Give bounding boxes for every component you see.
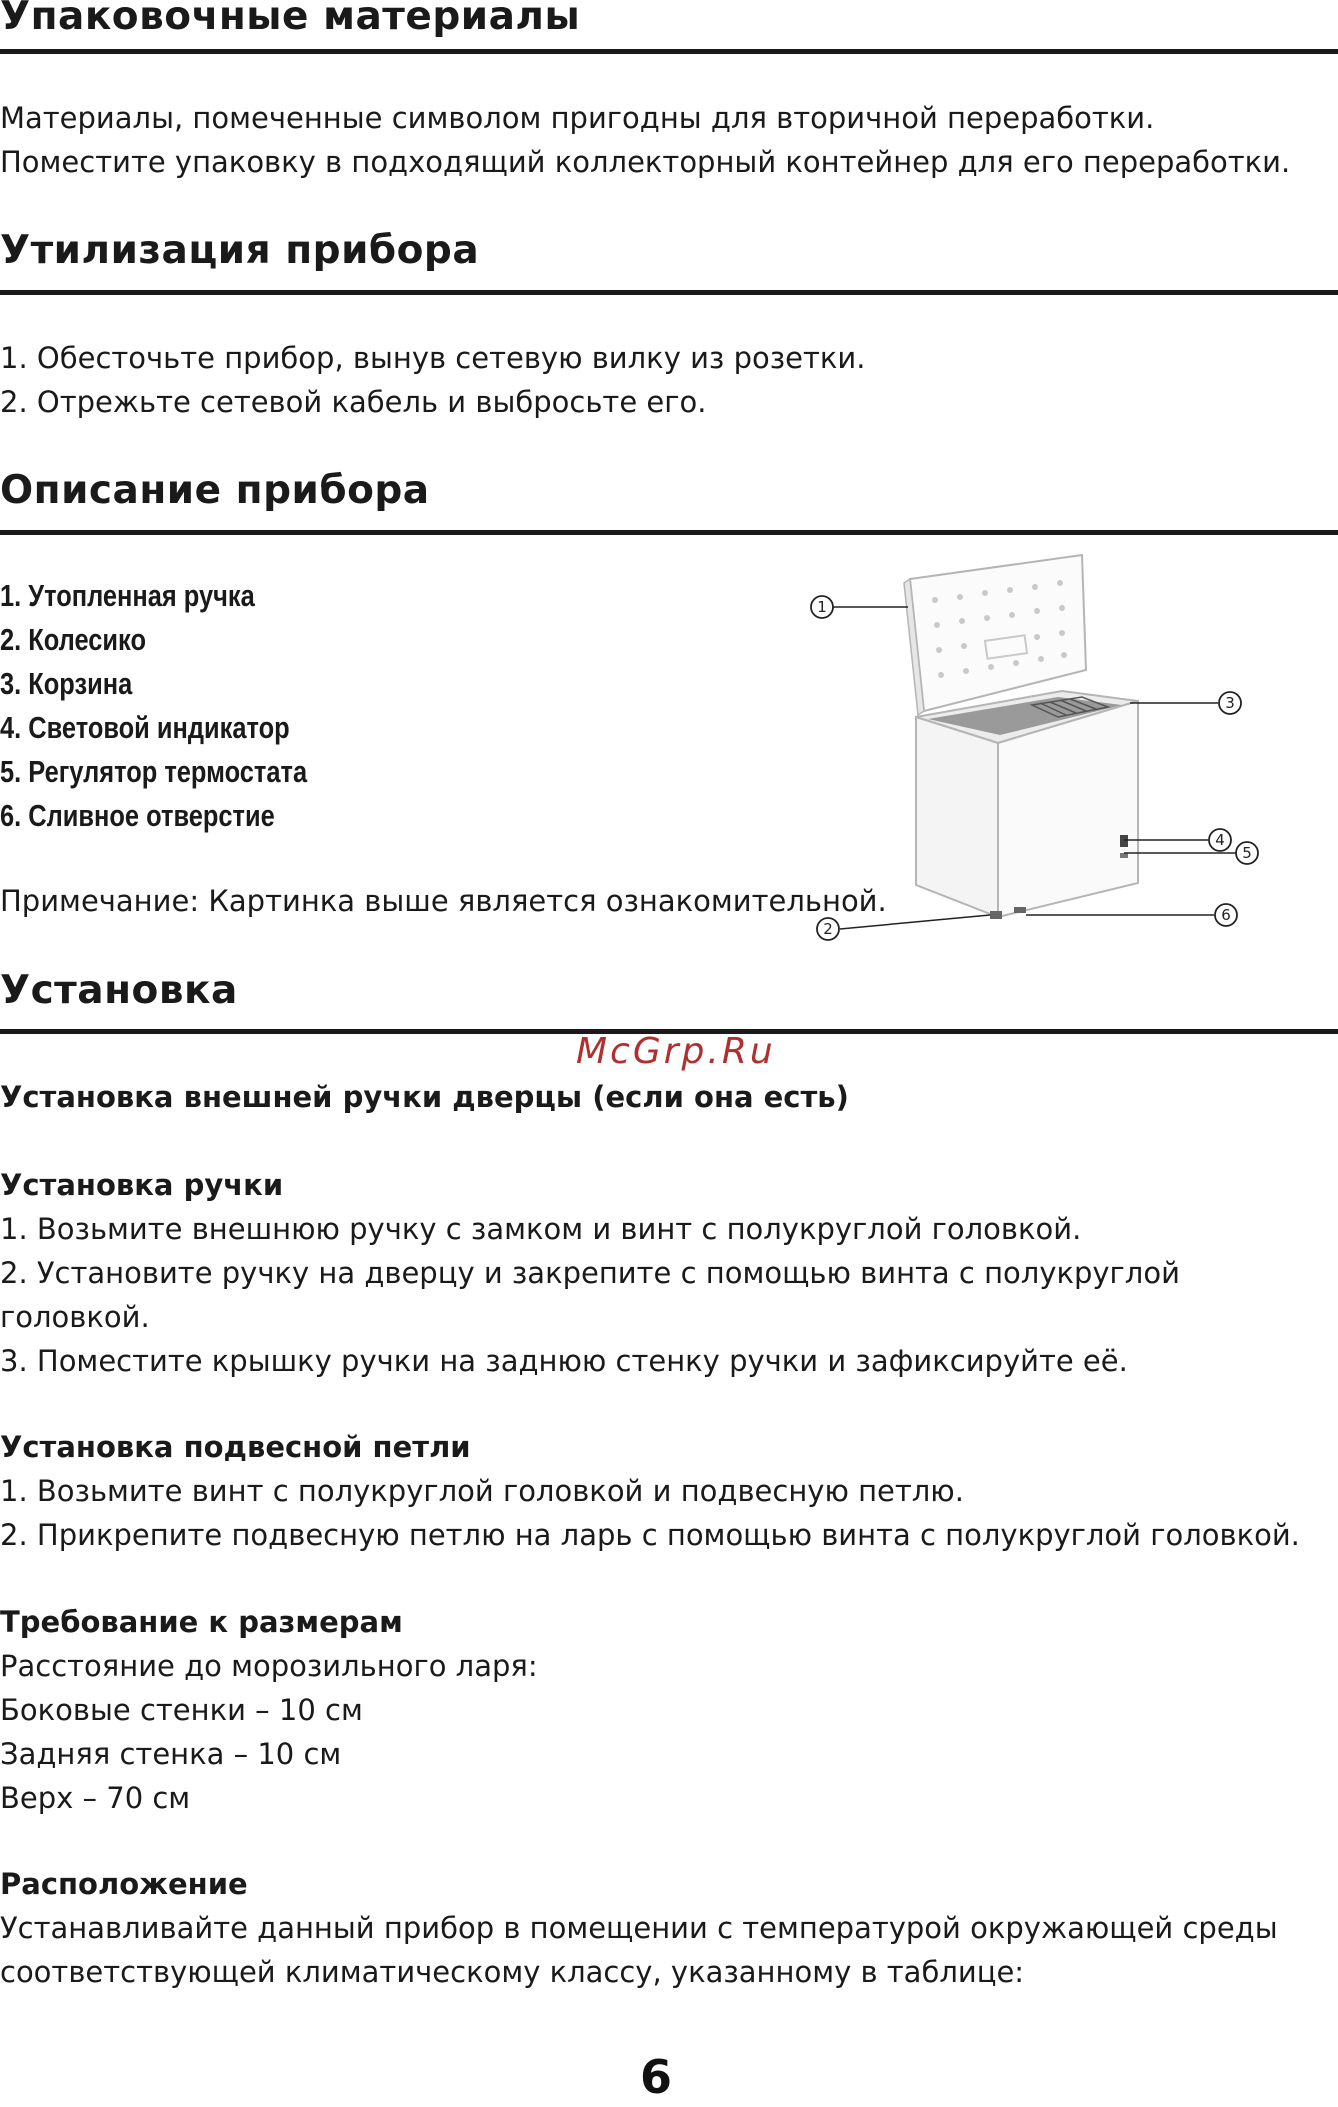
heading-packaging: Упаковочные материалы: [0, 0, 581, 39]
text-line: Расстояние до морозильного ларя:: [0, 1649, 538, 1683]
disposal-steps: [0, 336, 865, 424]
watermark: McGrp.Ru: [576, 1031, 776, 1072]
heading-disposal: Утилизация прибора: [0, 228, 480, 273]
callout-label: 3: [1225, 694, 1235, 712]
packaging-text: [0, 96, 1290, 184]
divider: [0, 49, 1338, 54]
text-line: 1. Возьмите винт с полукруглой головкой и подвесную петлю.: [0, 1474, 964, 1508]
handle-title: Установка ручки: [0, 1168, 284, 1202]
list-item: 2. Колесико: [0, 622, 146, 657]
figure-note: [0, 879, 887, 923]
text-line: Поместите упаковку в подходящий коллекторный контейнер для его переработки.: [0, 145, 1291, 179]
page-number: 6: [640, 2050, 673, 2104]
text-line: Боковые стенки – 10 см: [0, 1693, 363, 1727]
divider: [0, 530, 1338, 535]
text-line: головкой.: [0, 1300, 150, 1334]
text-line: 1. Возьмите внешнюю ручку с замком и винт с полукруглой головкой.: [0, 1212, 1082, 1246]
installation-subtitle: Установка внешней ручки дверцы (если она есть): [0, 1080, 849, 1114]
divider: [0, 290, 1338, 295]
text-line: Верх – 70 см: [0, 1781, 191, 1815]
parts-list: [0, 574, 374, 838]
dimensions-text: [0, 1644, 538, 1820]
text-line: Задняя стенка – 10 см: [0, 1737, 342, 1771]
list-item: 1. Утопленная ручка: [0, 578, 255, 613]
text-line: Устанавливайте данный прибор в помещении с температурой окружающей среды: [0, 1911, 1278, 1945]
list-item: 6. Сливное отверстие: [0, 798, 275, 833]
text-line: Материалы, помеченные символом пригодны для вторичной переработки.: [0, 101, 1155, 135]
text-line: 2. Установите ручку на дверцу и закрепите с помощью винта с полукруглой: [0, 1256, 1180, 1290]
list-item: 4. Световой индикатор: [0, 710, 290, 745]
callout-label: 1: [817, 598, 827, 616]
handle-steps: [0, 1207, 1180, 1383]
text-line: 3. Поместите крышку ручки на заднюю стенку ручки и зафиксируйте её.: [0, 1344, 1128, 1378]
callout-label: 5: [1242, 844, 1252, 862]
dimensions-title: Требование к размерам: [0, 1605, 403, 1639]
text-line: 2. Отрежьте сетевой кабель и выбросьте его.: [0, 385, 707, 419]
text-line: соответствующей климатическому классу, указанному в таблице:: [0, 1955, 1025, 1989]
location-text: [0, 1906, 1278, 1994]
list-item: 3. Корзина: [0, 666, 133, 701]
callout-label: 4: [1215, 831, 1225, 849]
callout-label: 6: [1221, 906, 1231, 924]
text-line: 1. Обесточьте прибор, вынув сетевую вилку из розетки.: [0, 341, 866, 375]
text-line: Примечание: Картинка выше является ознакомительной.: [0, 884, 887, 918]
hinge-steps: [0, 1469, 1300, 1557]
heading-description: Описание прибора: [0, 468, 430, 513]
chest-freezer-illustration: [800, 545, 1290, 945]
text-line: 2. Прикрепите подвесную петлю на ларь с помощью винта с полукруглой головкой.: [0, 1518, 1300, 1552]
list-item: 5. Регулятор термостата: [0, 754, 308, 789]
callout-label: 2: [823, 920, 833, 938]
hinge-title: Установка подвесной петли: [0, 1430, 471, 1464]
location-title: Расположение: [0, 1867, 248, 1901]
heading-installation: Установка: [0, 968, 238, 1013]
